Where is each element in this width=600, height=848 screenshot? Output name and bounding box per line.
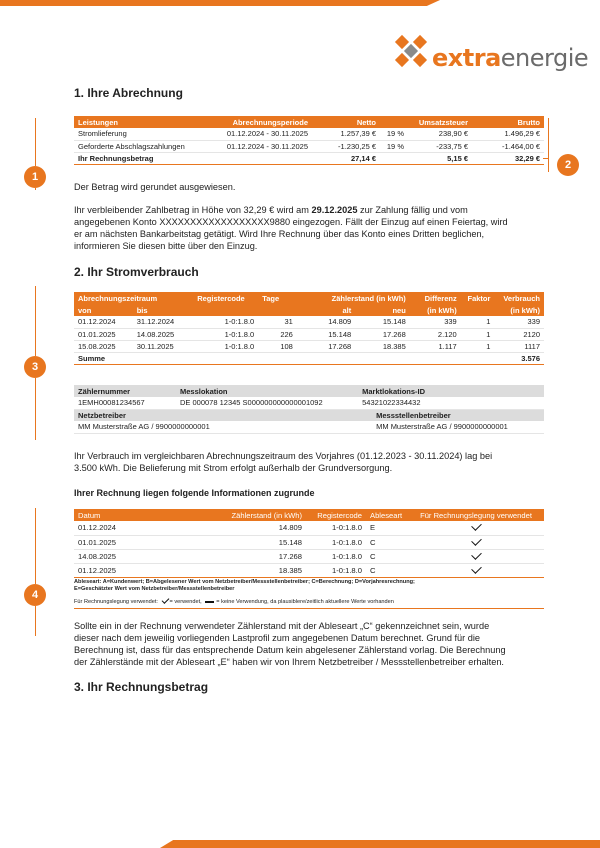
- marker-line: [35, 188, 36, 190]
- table-row: 15.08.2025 30.11.2025 1-0:1.8.0 108 17.268 18.385 1.117 1 1117: [74, 340, 544, 352]
- table-row: Geforderte Abschlagszahlungen 01.12.2024 - 30.11.2025 -1.230,25 € 19 % -233,75 € -1.464,00 €: [74, 140, 544, 152]
- rounding-note: Der Betrag wird gerundet ausgewiesen.: [74, 182, 236, 192]
- comparison-paragraph: Ihr Verbrauch im vergleichbaren Abrechnungszeitraum des Vorjahres (01.12.2023 - 30.11.2024) lag bei 3.500 kWh. Die Belieferung mit Strom erfolgt außerhalb der Grundversorgung.: [74, 451, 493, 473]
- bottom-accent-bar: [160, 840, 600, 848]
- section-title-rechnungsbetrag: 3. Ihr Rechnungsbetrag: [74, 680, 209, 694]
- top-accent-bar: [0, 0, 440, 6]
- checkmark-icon: [161, 596, 169, 604]
- table-header-row: [74, 116, 544, 128]
- total-row: Ihr Rechnungsbetrag 27,14 € 5,15 € 32,29 €: [74, 152, 544, 164]
- checkmark-icon: [471, 535, 482, 546]
- marker-line: [35, 118, 36, 166]
- table-row: Stromlieferung 01.12.2024 - 30.11.2025 1.257,39 € 19 % 238,90 € 1.496,29 €: [74, 128, 544, 140]
- table-header-row: Netzbetreiber Messstellenbetreiber: [74, 409, 544, 421]
- marker-line: [548, 118, 549, 172]
- readings-heading: Ihrer Rechnung liegen folgende Informationen zugrunde: [74, 488, 315, 498]
- table-row: 14.08.2025 17.268 1-0:1.8.0 C: [74, 549, 544, 563]
- logo-wordmark: extraenergie: [432, 44, 589, 72]
- dash-icon: [205, 601, 214, 603]
- reading-type-explanation: Sollte ein in der Rechnung verwendeter Zählerstand mit der Ableseart „C“ gekennzeichnet sein, wurde dieser nach dem jeweilig vorliegenden Lastprofil zum angegebenen Datum berechnet. Grund für die Berechnung ist, dass für das entsprechende Datum kein abgelesener Zählerstand vorlag. Die Berechnung der Zählerstände mit der Ableseart „E“ haben wir von Ihrem Netzbetreiber / Messstellenbetreiber erhalten.: [74, 621, 506, 667]
- extraenergie-logo: [394, 34, 589, 74]
- section-title-stromverbrauch: 2. Ihr Stromverbrauch: [74, 265, 199, 279]
- checkmark-icon: [471, 563, 482, 574]
- table-header-row: von bis alt neu (in kWh) (in kWh): [74, 304, 544, 316]
- marker-line: [35, 606, 36, 636]
- checkmark-icon: [471, 549, 482, 560]
- legend-divider: [74, 608, 544, 609]
- reading-type-legend: Ableseart: A=Kundenwert; B=Abgelesener Wert vom Netzbetreiber/Messstellenbetreiber; C=Berechnung; D=Vorjahresrechnung; E=Geschätzter Wert vom Netzbetreiber/Messstellenbetreiber: [74, 579, 415, 592]
- marker-2: 2: [557, 154, 579, 176]
- table-row: MM Musterstraße AG / 9900000000001 MM Musterstraße AG / 9900000000001: [74, 421, 544, 433]
- col-header: Netto: [312, 116, 380, 128]
- col-header: Umsatzsteuer: [408, 116, 472, 128]
- marker-line: [35, 508, 36, 584]
- checkmark-icon: [471, 521, 482, 532]
- marker-4: 4: [24, 584, 46, 606]
- col-header: Brutto: [472, 116, 544, 128]
- marker-1: 1: [24, 166, 46, 188]
- table-header-row: Datum Zählerstand (in kWh) Registercode Ableseart Für Rechnungslegung verwendet: [74, 509, 544, 521]
- readings-table: [74, 509, 544, 578]
- marker-line: [35, 378, 36, 440]
- logo-mark-icon: [394, 34, 428, 68]
- table-row: 01.12.2025 18.385 1-0:1.8.0 C: [74, 563, 544, 577]
- table-row: 01.12.2024 31.12.2024 1-0:1.8.0 31 14.809 15.148 339 1 339: [74, 316, 544, 328]
- payment-paragraph: Ihr verbleibender Zahlbetrag in Höhe von 32,29 € wird am 29.12.2025 zur Zahlung fällig und vom angegebenen Konto XXXXXXXXXXXXXXXXXX9880 eingezogen. Fällt der Einzug auf einen Feiertag, wird er am nächsten Bankarbeitstag getätigt. Wird Ihre Rechnung über das Konto eines Dritten beglichen, informieren Sie diesen bitte über den Einzug.: [74, 205, 508, 251]
- sum-row: Summe 3.576: [74, 352, 544, 364]
- table-row: 1EMH00081234567 DE 000078 12345 S000000000000001092 54321022334432: [74, 397, 544, 409]
- meter-table: [74, 385, 544, 434]
- table-row: 01.12.2024 14.809 1-0:1.8.0 E: [74, 521, 544, 535]
- table-header-row: Zählernummer Messlokation Marktlokations-ID: [74, 385, 544, 397]
- table-header-row: Abrechnungszeitraum Registercode Tage Zählerstand (in kWh) Differenz Faktor Verbrauch: [74, 292, 544, 304]
- usage-legend: Für Rechnungslegung verwendet: = verwendet, = keine Verwendung, da plausiblere/zeitlich aktuellere Werte vorhanden: [74, 598, 394, 606]
- table-row: 01.01.2025 15.148 1-0:1.8.0 C: [74, 535, 544, 549]
- marker-3: 3: [24, 356, 46, 378]
- billing-table: [74, 116, 544, 165]
- section-title-abrechnung: 1. Ihre Abrechnung: [74, 86, 183, 100]
- consumption-table: [74, 292, 544, 365]
- col-header: Leistungen: [74, 116, 202, 128]
- marker-line: [35, 286, 36, 356]
- table-row: 01.01.2025 14.08.2025 1-0:1.8.0 226 15.148 17.268 2.120 1 2120: [74, 328, 544, 340]
- col-header: Abrechnungsperiode: [202, 116, 312, 128]
